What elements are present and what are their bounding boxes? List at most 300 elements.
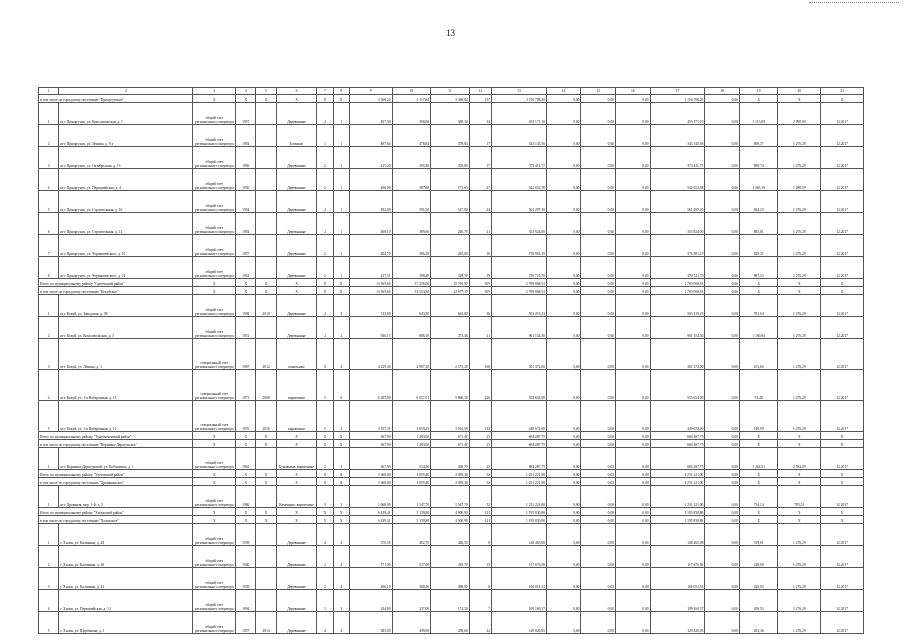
table-cell: 12.2017 bbox=[821, 486, 864, 508]
table-cell: 0,00 bbox=[615, 590, 650, 612]
table-cell: 886,10 bbox=[392, 317, 431, 339]
table-cell: 0,00 bbox=[581, 478, 616, 486]
table-cell: 0,00 bbox=[615, 612, 650, 634]
table-cell: 1954 bbox=[236, 257, 256, 279]
table-cell: 0,00 bbox=[581, 95, 616, 103]
table-cell: 1939 bbox=[236, 568, 256, 590]
table-cell: 1 bbox=[39, 295, 59, 317]
table-cell: 15 765,97 bbox=[431, 279, 470, 287]
table-cell: 1 bbox=[333, 257, 349, 279]
table-cell: 0,00 bbox=[615, 568, 650, 590]
table-cell: X bbox=[739, 432, 778, 440]
table-cell: 5 bbox=[317, 486, 333, 508]
table-cell: 1 483,60 bbox=[392, 432, 431, 440]
table-cell: 505 bbox=[469, 287, 491, 295]
table-cell bbox=[256, 191, 276, 213]
table-cell: специальный счет регионального оператора bbox=[193, 401, 236, 432]
table-cell: 0,00 bbox=[546, 448, 581, 470]
table-cell: X bbox=[193, 478, 236, 486]
table-cell: 3 095,40 bbox=[392, 470, 431, 478]
table-cell: 1956 bbox=[236, 147, 256, 169]
table-cell: X bbox=[739, 470, 778, 478]
summary-label: в том числе по городскому поселению "Хилокское" bbox=[39, 516, 193, 524]
table-cell: 3 368,24 bbox=[349, 95, 392, 103]
table-cell: 24 bbox=[469, 191, 491, 213]
table-cell: X bbox=[333, 287, 349, 295]
table-cell: X bbox=[276, 516, 317, 524]
column-number-4: 4 bbox=[236, 88, 256, 95]
table-cell: 2 bbox=[317, 103, 333, 125]
table-cell: 1 365,19 bbox=[739, 169, 778, 191]
table-cell: X bbox=[778, 440, 821, 448]
table-row bbox=[39, 257, 864, 279]
table-cell: X bbox=[276, 287, 317, 295]
table-cell: 166 051,53 bbox=[492, 568, 547, 590]
table-cell: 0,00 bbox=[546, 235, 581, 257]
table-cell: 0,00 bbox=[615, 103, 650, 125]
table-cell: 146,99 bbox=[739, 401, 778, 432]
table-cell: 0,00 bbox=[705, 103, 740, 125]
table-cell: 1 bbox=[333, 191, 349, 213]
table-cell: 0,00 bbox=[581, 516, 616, 524]
table-cell: 17 256,00 bbox=[392, 279, 431, 287]
table-cell: 1 bbox=[317, 590, 333, 612]
table-cell: 1 195 830,86 bbox=[650, 508, 705, 516]
table-cell: Деревянные bbox=[276, 213, 317, 235]
table-cell: 0,00 bbox=[546, 95, 581, 103]
table-cell: 166 051,53 bbox=[650, 568, 705, 590]
table-cell: 2010 bbox=[256, 295, 276, 317]
table-cell: 13 554,30 bbox=[392, 287, 431, 295]
table-cell: X bbox=[821, 287, 864, 295]
table-cell: 329,50 bbox=[431, 257, 470, 279]
table-cell: 0,00 bbox=[546, 568, 581, 590]
table-cell: 2 bbox=[317, 191, 333, 213]
table-cell: X bbox=[236, 287, 256, 295]
summary-row bbox=[39, 432, 864, 440]
table-cell: X bbox=[821, 440, 864, 448]
table-cell: 8 bbox=[469, 524, 491, 546]
table-cell: Деревянные bbox=[276, 169, 317, 191]
table-cell: 555 654,00 bbox=[650, 370, 705, 401]
column-number-20: 20 bbox=[778, 88, 821, 95]
table-cell: 1 276,29 bbox=[778, 370, 821, 401]
table-cell: 6 287,00 bbox=[349, 370, 392, 401]
address-cell: пгт. Приаргунск, ул. Строительная, д. 10 bbox=[59, 191, 193, 213]
table-cell: 1 276,29 bbox=[778, 191, 821, 213]
table-cell: специальный счет регионального оператора bbox=[193, 370, 236, 401]
table-cell: Деревянные bbox=[276, 612, 317, 634]
table-cell: 3 368,84 bbox=[431, 95, 470, 103]
table-cell: 547,90 bbox=[431, 191, 470, 213]
table-cell: 1 160,84 bbox=[739, 317, 778, 339]
table-cell: 795,52 bbox=[778, 486, 821, 508]
housing-register-table bbox=[38, 87, 864, 634]
table-cell: 2 090,00 bbox=[778, 103, 821, 125]
table-cell: 417,31 bbox=[349, 257, 392, 279]
table-cell: X bbox=[821, 95, 864, 103]
table-cell: 52 bbox=[469, 478, 491, 486]
table-cell: 0,00 bbox=[581, 279, 616, 287]
table-cell: 1 547,70 bbox=[392, 486, 431, 508]
table-cell: 3 095,40 bbox=[431, 478, 470, 486]
table-cell: X bbox=[276, 95, 317, 103]
table-cell: 0,00 bbox=[615, 448, 650, 470]
table-cell: 1951 bbox=[236, 317, 256, 339]
table-cell: X bbox=[821, 508, 864, 516]
address-cell: пгт. Приаргунск, ул. Первомайская, д. 4 bbox=[59, 169, 193, 191]
table-cell: 0,00 bbox=[615, 432, 650, 440]
table-cell: 406,10 bbox=[349, 568, 392, 590]
table-cell: 458,53 bbox=[739, 590, 778, 612]
table-cell: 561 297,30 bbox=[492, 191, 547, 213]
address-cell: пгт. Кокуй, ул. 1-я Набережная, д. 15 bbox=[59, 370, 193, 401]
table-cell: 0,00 bbox=[581, 401, 616, 432]
summary-row bbox=[39, 440, 864, 448]
table-cell: 1 113,88 bbox=[739, 103, 778, 125]
table-cell: 237,00 bbox=[392, 590, 431, 612]
table-cell: 15 bbox=[469, 546, 491, 568]
table-cell: 2 bbox=[317, 524, 333, 546]
table-cell: 121 bbox=[469, 508, 491, 516]
table-cell: 0,00 bbox=[581, 546, 616, 568]
address-cell: пгт. Приаргунск, ул. Комсомольская, д. 1 bbox=[59, 103, 193, 125]
table-cell: 244,80 bbox=[349, 590, 392, 612]
table-cell: Деревянные bbox=[276, 546, 317, 568]
table-cell: 0,00 bbox=[705, 287, 740, 295]
table-cell: 367,90 bbox=[349, 432, 392, 440]
table-cell: 109 160,57 bbox=[650, 590, 705, 612]
table-cell: X bbox=[236, 516, 256, 524]
summary-label: в том числе по городскому поселению "Приаргунское" bbox=[39, 95, 193, 103]
table-row bbox=[39, 295, 864, 317]
table-cell: 946,15 bbox=[349, 317, 392, 339]
table-cell: 1 bbox=[333, 147, 349, 169]
table-cell: 367,90 bbox=[349, 448, 392, 470]
table-cell: Деревянные bbox=[276, 103, 317, 125]
table-cell: X bbox=[193, 279, 236, 287]
table-cell: X bbox=[236, 508, 256, 516]
table-cell: 386,10 bbox=[392, 235, 431, 257]
table-cell: 0,00 bbox=[546, 370, 581, 401]
table-cell: 27 bbox=[469, 169, 491, 191]
table-cell: 1 bbox=[333, 448, 349, 470]
summary-row bbox=[39, 516, 864, 524]
table-cell: 12.2017 bbox=[821, 235, 864, 257]
table-cell: 561 297,30 bbox=[650, 191, 705, 213]
table-cell: 0,00 bbox=[546, 279, 581, 287]
table-cell: 0,00 bbox=[705, 317, 740, 339]
column-number-12: 12 bbox=[469, 88, 491, 95]
table-cell: X bbox=[276, 508, 317, 516]
table-cell: общий счет регионального оператора bbox=[193, 568, 236, 590]
table-cell: 4 bbox=[39, 370, 59, 401]
table-cell: 2 bbox=[317, 235, 333, 257]
table-cell: 1957 bbox=[236, 103, 256, 125]
table-cell: 1 276,29 bbox=[778, 125, 821, 147]
table-cell: 388,90 bbox=[392, 568, 431, 590]
table-cell: 0,00 bbox=[581, 432, 616, 440]
summary-label: в том числе по городскому поселению "Дровянинское" bbox=[39, 478, 193, 486]
table-cell: 301 372,00 bbox=[492, 339, 547, 370]
table-cell: 0,00 bbox=[705, 95, 740, 103]
table-cell: 4 bbox=[333, 401, 349, 432]
table-cell: кирпичные bbox=[276, 401, 317, 432]
table-cell: 0,00 bbox=[546, 295, 581, 317]
table-cell: X bbox=[256, 287, 276, 295]
table-cell: 1 276,29 bbox=[778, 546, 821, 568]
table-cell: 5 bbox=[317, 339, 333, 370]
table-cell: 453 171,10 bbox=[650, 103, 705, 125]
table-cell: X bbox=[739, 95, 778, 103]
table-cell: 1957 bbox=[236, 612, 256, 634]
table-cell: 5 bbox=[317, 401, 333, 432]
table-cell: 4 117,84 bbox=[392, 95, 431, 103]
table-cell: общий счет регионального оператора bbox=[193, 295, 236, 317]
table-cell: 0,00 bbox=[546, 440, 581, 448]
table-cell: 15 565,64 bbox=[349, 287, 392, 295]
table-cell: 12.2017 bbox=[821, 590, 864, 612]
table-cell: 0,00 bbox=[581, 103, 616, 125]
summary-label: Итого по муниципальному району "Тунгокоченский район" bbox=[39, 432, 193, 440]
table-cell: 228,00 bbox=[739, 546, 778, 568]
column-number-13: 13 bbox=[492, 88, 547, 95]
table-cell: X bbox=[317, 516, 333, 524]
table-cell: 1 276,29 bbox=[778, 590, 821, 612]
table-cell: 343 145,56 bbox=[492, 125, 547, 147]
column-number-17: 17 bbox=[650, 88, 705, 95]
table-cell: X bbox=[276, 440, 317, 448]
summary-row bbox=[39, 287, 864, 295]
table-cell: 2 575,20 bbox=[431, 339, 470, 370]
table-cell: 555 654,00 bbox=[492, 370, 547, 401]
table-cell: 1 bbox=[39, 486, 59, 508]
table-cell bbox=[256, 524, 276, 546]
table-cell: Деревянные bbox=[276, 295, 317, 317]
table-cell: 0,00 bbox=[615, 440, 650, 448]
table-cell: 0,00 bbox=[546, 213, 581, 235]
table-cell: 1 280,59 bbox=[778, 169, 821, 191]
table-cell: 0,00 bbox=[546, 508, 581, 516]
table-cell: 12.2017 bbox=[821, 147, 864, 169]
table-cell: 1954 bbox=[236, 191, 256, 213]
table-cell: общий счет регионального оператора bbox=[193, 213, 236, 235]
summary-row bbox=[39, 279, 864, 287]
table-cell: 1 276,29 bbox=[778, 213, 821, 235]
table-cell: 0,00 bbox=[581, 147, 616, 169]
table-cell: 0,00 bbox=[581, 370, 616, 401]
table-cell: X bbox=[317, 440, 333, 448]
table-cell: 3 095,40 bbox=[392, 478, 431, 486]
table-cell: 0,00 bbox=[615, 287, 650, 295]
table-row bbox=[39, 486, 864, 508]
column-number-6: 6 bbox=[276, 88, 317, 95]
table-cell: 0,00 bbox=[581, 448, 616, 470]
summary-label: Итого по муниципальному району "Улетовский район" bbox=[39, 470, 193, 478]
table-cell: 2 bbox=[317, 317, 333, 339]
table-cell: 12.2017 bbox=[821, 191, 864, 213]
table-cell: X bbox=[193, 440, 236, 448]
table-cell: 0,00 bbox=[581, 524, 616, 546]
table-cell bbox=[256, 590, 276, 612]
table-cell: X bbox=[821, 516, 864, 524]
table-cell: Блочные bbox=[276, 125, 317, 147]
table-cell: 0,00 bbox=[615, 470, 650, 478]
table-cell: X bbox=[333, 516, 349, 524]
table-cell: 2 bbox=[39, 546, 59, 568]
table-cell: 343 145,56 bbox=[650, 125, 705, 147]
table-cell: 2012 bbox=[256, 339, 276, 370]
table-cell: 1957 bbox=[236, 235, 256, 257]
table-cell: 734,14 bbox=[739, 486, 778, 508]
table-cell: X bbox=[236, 279, 256, 287]
table-cell: 1 bbox=[39, 103, 59, 125]
table-cell: 503 219,23 bbox=[492, 295, 547, 317]
table-cell: X bbox=[739, 508, 778, 516]
table-cell: 0,00 bbox=[546, 191, 581, 213]
table-cell: 643,80 bbox=[431, 295, 470, 317]
table-cell: 1 668,00 bbox=[349, 470, 392, 478]
table-cell: 0,00 bbox=[705, 516, 740, 524]
table-cell: X bbox=[778, 516, 821, 524]
table-cell: 1 bbox=[317, 125, 333, 147]
table-cell: X bbox=[739, 478, 778, 486]
table-cell: 1956 bbox=[236, 169, 256, 191]
table-cell: 1 276,29 bbox=[778, 568, 821, 590]
table-cell: X bbox=[317, 432, 333, 440]
table-cell: 0,00 bbox=[546, 125, 581, 147]
table-cell: 0,00 bbox=[546, 339, 581, 370]
table-cell: 117 676,56 bbox=[650, 546, 705, 568]
table-cell: Деревянные bbox=[276, 590, 317, 612]
table-cell: 1 195 830,86 bbox=[492, 516, 547, 524]
table-cell: 36 bbox=[469, 295, 491, 317]
table-cell: общий счет регионального оператора bbox=[193, 103, 236, 125]
address-cell: г. Хилок, ул. Щербакова, д. 1 bbox=[59, 612, 193, 634]
table-cell: 503 219,23 bbox=[650, 295, 705, 317]
column-number-2: 2 bbox=[59, 88, 193, 95]
table-cell: 3 bbox=[333, 590, 349, 612]
table-cell: 0,00 bbox=[581, 125, 616, 147]
table-cell: 12.2017 bbox=[821, 257, 864, 279]
table-cell: 12.2017 bbox=[821, 612, 864, 634]
table-cell bbox=[256, 125, 276, 147]
column-number-15: 15 bbox=[581, 88, 616, 95]
summary-label: Итого по муниципальному району "Срегенский район" bbox=[39, 279, 193, 287]
table-cell: 1 276,29 bbox=[778, 147, 821, 169]
table-cell: 1 276,29 bbox=[778, 401, 821, 432]
table-cell: 2016 bbox=[256, 401, 276, 432]
table-cell: X bbox=[778, 508, 821, 516]
table-cell: X bbox=[276, 470, 317, 478]
table-cell: 17 bbox=[469, 125, 491, 147]
table-row bbox=[39, 125, 864, 147]
table-row bbox=[39, 103, 864, 125]
table-cell: Деревянные bbox=[276, 524, 317, 546]
table-cell: X bbox=[256, 508, 276, 516]
table-cell: 25 bbox=[469, 440, 491, 448]
table-cell: 0,00 bbox=[615, 257, 650, 279]
table-cell: общий счет регионального оператора bbox=[193, 191, 236, 213]
table-cell: 402,70 bbox=[392, 524, 431, 546]
table-cell: 0,00 bbox=[581, 508, 616, 516]
table-cell: 987,53 bbox=[739, 257, 778, 279]
table-cell: 121 bbox=[469, 516, 491, 524]
table-cell: X bbox=[333, 432, 349, 440]
table-cell: 1 bbox=[333, 169, 349, 191]
table-cell: 0,00 bbox=[581, 317, 616, 339]
table-cell: 109 160,57 bbox=[492, 590, 547, 612]
table-cell: 398,40 bbox=[392, 257, 431, 279]
table-cell: 1971 bbox=[236, 370, 256, 401]
table-cell: 3 357,31 bbox=[349, 401, 392, 432]
table-cell: X bbox=[317, 279, 333, 287]
column-number-11: 11 bbox=[431, 88, 470, 95]
table-cell: 12.2017 bbox=[821, 524, 864, 546]
table-row bbox=[39, 568, 864, 590]
column-number-5: 5 bbox=[256, 88, 276, 95]
table-cell: 19 bbox=[469, 257, 491, 279]
table-cell: 0,00 bbox=[615, 279, 650, 287]
table-cell: 0,00 bbox=[546, 516, 581, 524]
table-cell: 17 bbox=[469, 147, 491, 169]
table-cell: 0,00 bbox=[705, 568, 740, 590]
table-cell: X bbox=[193, 432, 236, 440]
table-cell: X bbox=[821, 478, 864, 486]
table-row bbox=[39, 546, 864, 568]
table-cell: 25 bbox=[469, 448, 491, 470]
table-cell: 0,00 bbox=[581, 486, 616, 508]
table-cell: X bbox=[256, 478, 276, 486]
table-cell: 929,31 bbox=[739, 235, 778, 257]
column-number-10: 10 bbox=[392, 88, 431, 95]
table-cell: 415,20 bbox=[349, 147, 392, 169]
table-cell: 376 981,19 bbox=[650, 235, 705, 257]
table-cell: 1 231 221,00 bbox=[492, 470, 547, 478]
table-cell: X bbox=[739, 279, 778, 287]
table-cell: X bbox=[821, 279, 864, 287]
table-cell: 1 483,60 bbox=[392, 440, 431, 448]
table-cell: 2 bbox=[333, 524, 349, 546]
table-cell: 684 287,75 bbox=[492, 448, 547, 470]
table-cell: 18 bbox=[469, 235, 491, 257]
table-cell: 406,00 bbox=[349, 169, 392, 191]
table-cell: 301 372,00 bbox=[650, 339, 705, 370]
table-cell: 7 bbox=[39, 235, 59, 257]
table-cell: 1940 bbox=[236, 546, 256, 568]
table-cell: 0,00 bbox=[705, 440, 740, 448]
table-cell: 2 769 068,53 bbox=[650, 287, 705, 295]
table-cell: 3 bbox=[39, 339, 59, 370]
table-cell: 52 bbox=[469, 486, 491, 508]
table-cell: 2 bbox=[317, 257, 333, 279]
table-cell: Деревянные bbox=[276, 191, 317, 213]
table-cell: 2 bbox=[333, 317, 349, 339]
table-cell: X bbox=[193, 470, 236, 478]
table-cell: 12.2017 bbox=[821, 125, 864, 147]
table-cell: 0,00 bbox=[581, 235, 616, 257]
address-cell: пгт. Приаргунск, ул. Октябрьская, д. 13 bbox=[59, 147, 193, 169]
table-cell: 12.2017 bbox=[821, 295, 864, 317]
table-cell: 0,00 bbox=[546, 524, 581, 546]
table-cell: 7 bbox=[469, 590, 491, 612]
table-cell: 404,70 bbox=[349, 235, 392, 257]
table-cell: 0,00 bbox=[615, 235, 650, 257]
table-cell: 0,00 bbox=[615, 478, 650, 486]
table-cell: 0,00 bbox=[581, 191, 616, 213]
table-cell: 5 bbox=[39, 401, 59, 432]
address-cell: пгт. Приаргунск, ул. Строительная, д. 12 bbox=[59, 213, 193, 235]
